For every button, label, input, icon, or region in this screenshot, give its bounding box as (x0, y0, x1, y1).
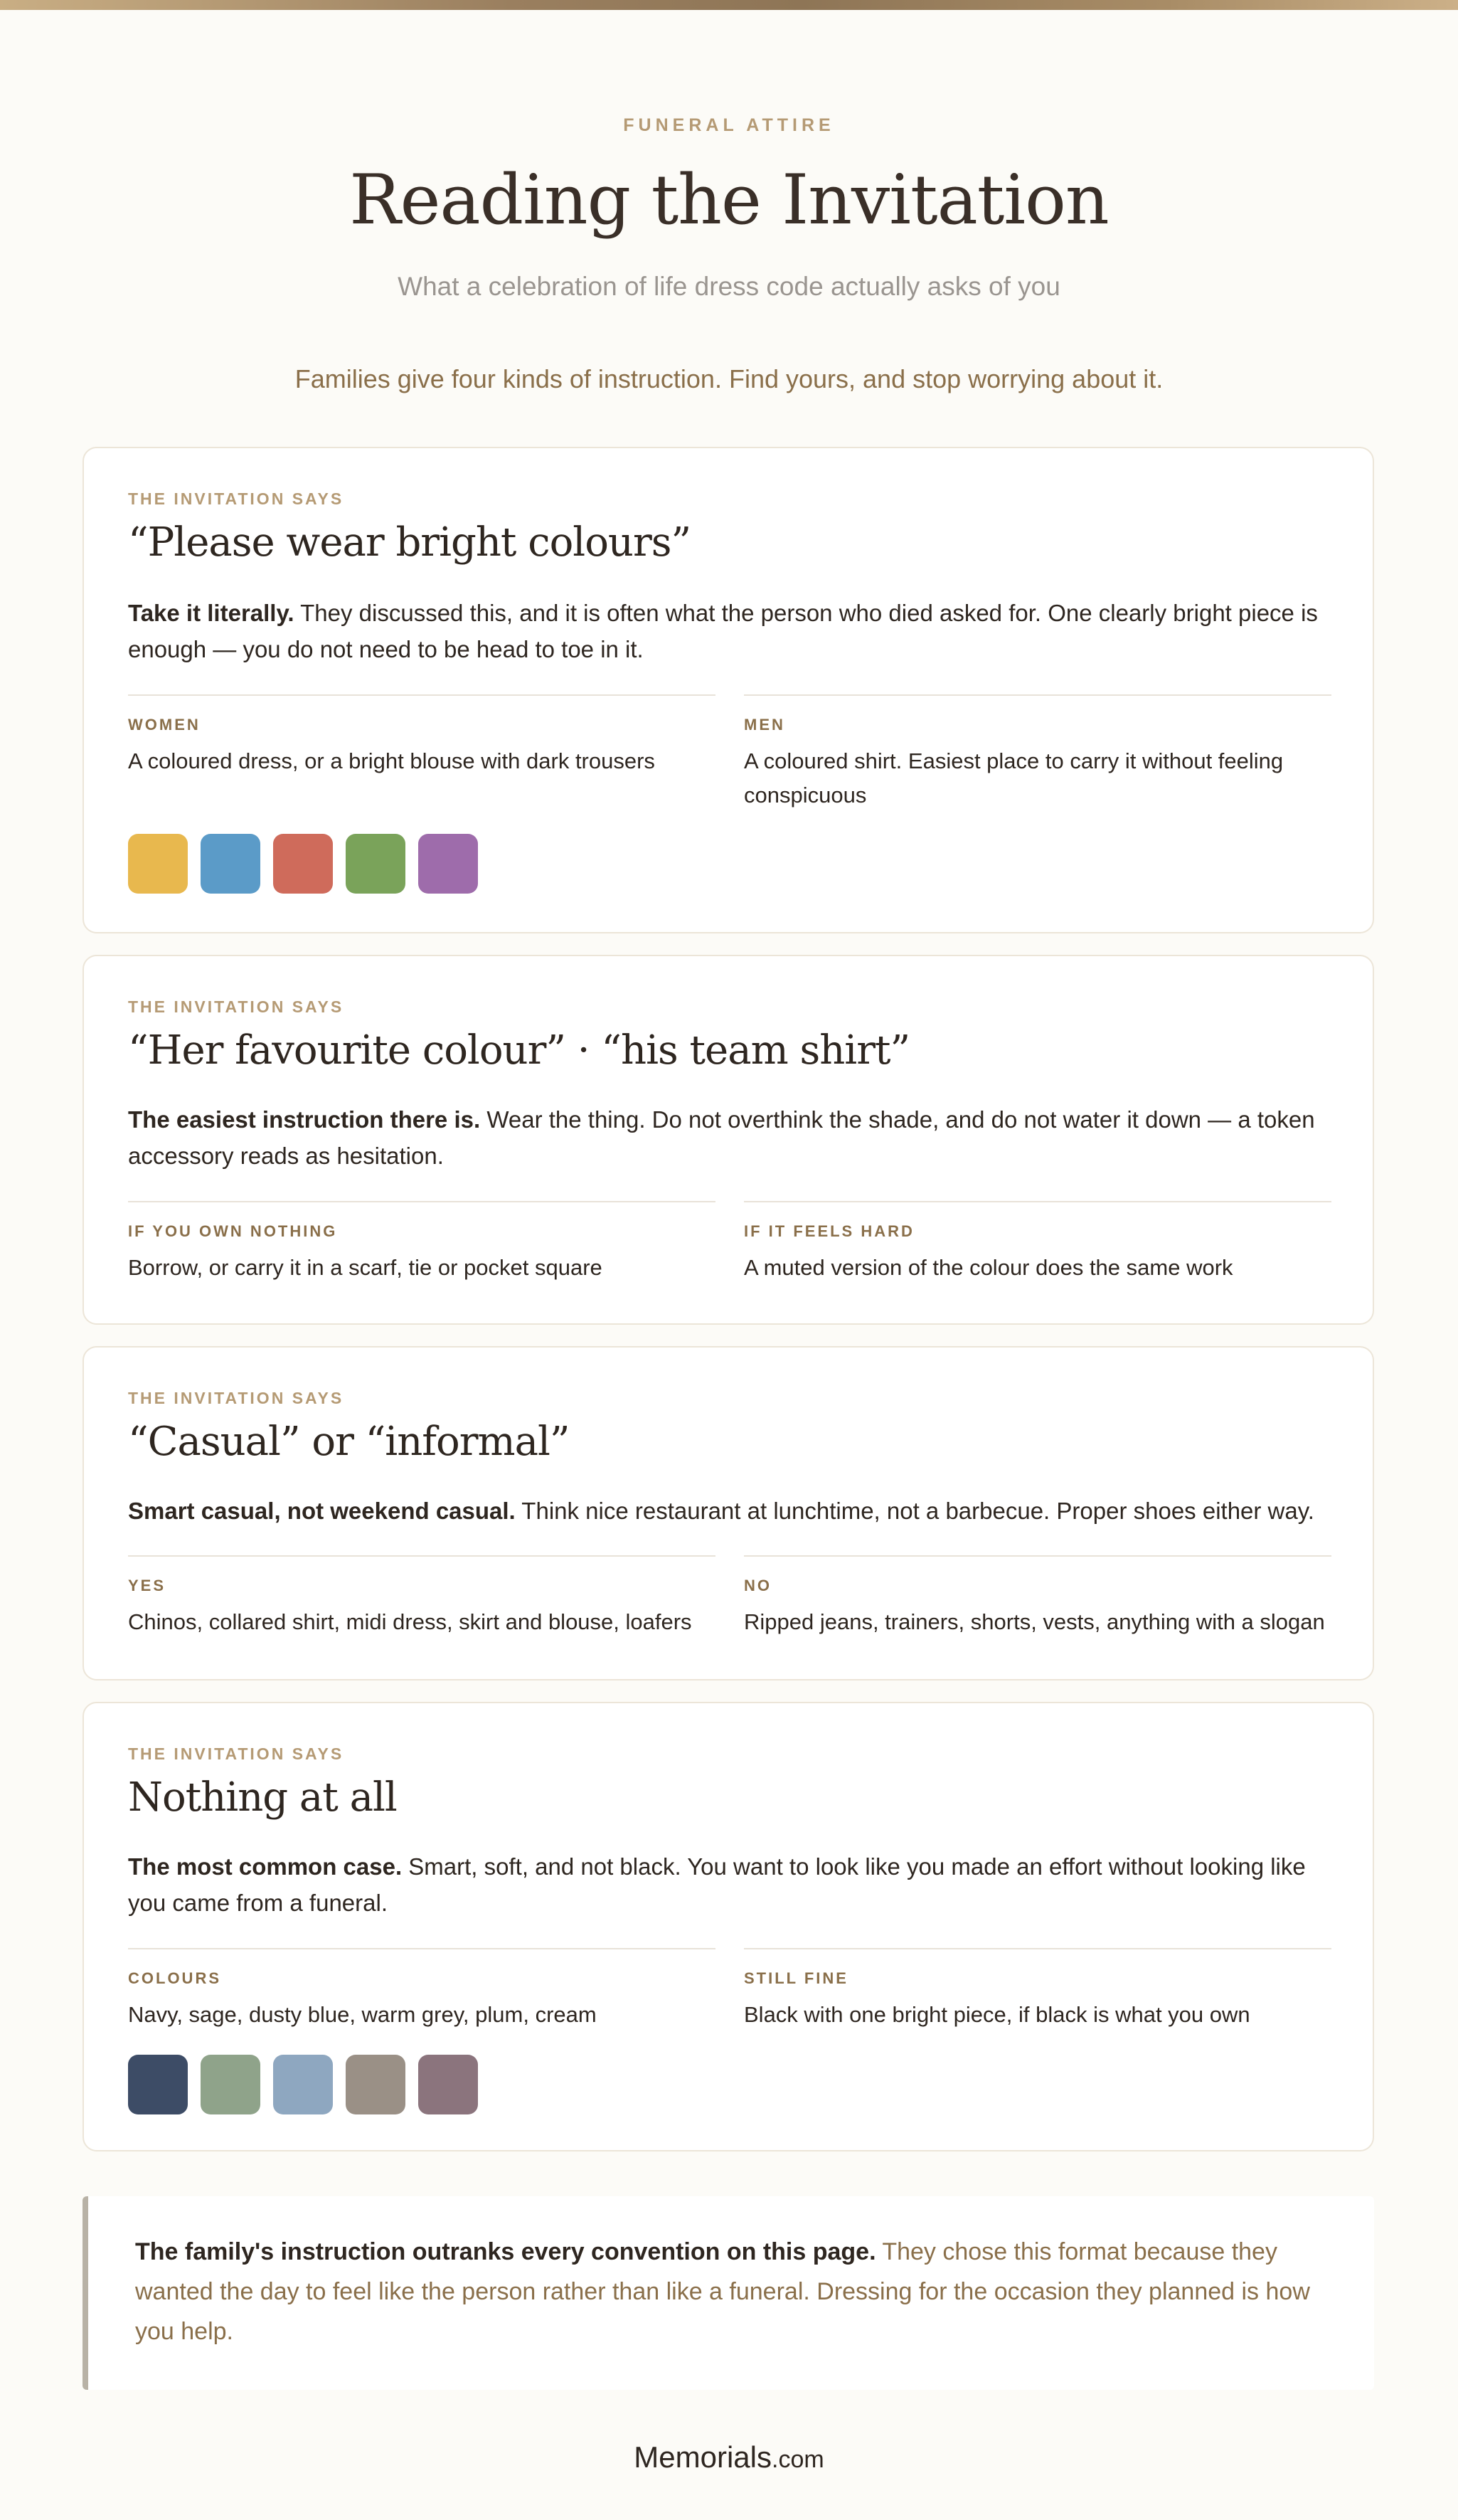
col-label: MEN (744, 716, 785, 734)
card-nothing-at-all (83, 1702, 1374, 2151)
card-body-text: They discussed this, and it is often what the person who died asked for. One clearly bright piece is enough — you do not need to be head to toe in it. (128, 600, 1318, 662)
card-favourite-colour (83, 955, 1374, 1325)
card-lead: Take it literally. (128, 600, 294, 626)
swatch-yellow (128, 834, 188, 894)
col-left (128, 694, 715, 778)
col-label: STILL FINE (744, 1969, 848, 1987)
col-text: Ripped jeans, trainers, shorts, vests, anything with a slogan (744, 1609, 1325, 1634)
col-text: Black with one bright piece, if black is what you own (744, 2002, 1250, 2027)
swatch-green (346, 834, 405, 894)
swatch-purple (418, 834, 478, 894)
top-accent-bar (0, 0, 1458, 10)
card-title: “Please wear bright colours” (128, 519, 691, 566)
swatch-dusty-blue (273, 2055, 333, 2114)
col-text: A coloured shirt. Easiest place to carry it without feeling conspicuous (744, 748, 1284, 808)
logo-suffix: .com (772, 2446, 824, 2473)
page-subtitle: What a celebration of life dress code actually asks of you (398, 272, 1060, 301)
card-lead: The most common case. (128, 1853, 403, 1880)
swatch-navy (128, 2055, 188, 2114)
family-instruction-callout (83, 2196, 1374, 2390)
card-body-text: Smart, soft, and not black. You want to look like you made an effort without looking like you came from a funeral. (128, 1853, 1306, 1916)
col-label: WOMEN (128, 716, 201, 734)
swatch-red (273, 834, 333, 894)
colour-swatches (128, 834, 478, 894)
col-text: Borrow, or carry it in a scarf, tie or pocket square (128, 1255, 602, 1280)
col-text: A coloured dress, or a bright blouse with dark trousers (128, 748, 655, 773)
card-body (128, 1848, 1337, 1921)
col-right (744, 694, 1331, 812)
swatch-warm-grey (346, 2055, 405, 2114)
card-label: THE INVITATION SAYS (128, 489, 344, 508)
card-body-text: Think nice restaurant at lunchtime, not a barbecue. Proper shoes either way. (515, 1498, 1314, 1524)
colour-swatches (128, 2055, 478, 2114)
col-right (744, 1555, 1331, 1639)
card-body (128, 1493, 1337, 1529)
card-lead: Smart casual, not weekend casual. (128, 1498, 516, 1524)
card-body-text: Wear the thing. Do not overthink the shade, and do not water it down — a token accessory reads as hesitation. (128, 1106, 1315, 1169)
memorials-logo[interactable] (0, 2440, 1458, 2474)
intro-text: Families give four kinds of instruction. Find yours, and stop worrying about it. (294, 364, 1164, 393)
col-left (128, 1948, 715, 2032)
page-title: Reading the Invitation (349, 160, 1109, 240)
card-label: THE INVITATION SAYS (128, 1389, 344, 1407)
callout-text (135, 2232, 1344, 2351)
card-body (128, 1101, 1337, 1174)
card-body (128, 595, 1337, 667)
card-casual (83, 1346, 1374, 1680)
eyebrow: FUNERAL ATTIRE (623, 115, 835, 135)
col-label: IF IT FEELS HARD (744, 1222, 915, 1240)
card-title: “Her favourite colour” · “his team shirt” (128, 1027, 910, 1074)
col-label: COLOURS (128, 1969, 221, 1987)
callout-body: They chose this format because they wanted the day to feel like the person rather than like a funeral. Dressing for the occasion they planned is how you help. (135, 2238, 1310, 2345)
card-bright-colours (83, 447, 1374, 933)
card-lead: The easiest instruction there is. (128, 1106, 481, 1133)
col-label: YES (128, 1577, 166, 1594)
card-title: “Casual” or “informal” (128, 1419, 570, 1465)
callout-lead: The family's instruction outranks every convention on this page. (135, 2238, 876, 2265)
col-right (744, 1948, 1331, 2032)
col-label: IF YOU OWN NOTHING (128, 1222, 338, 1240)
col-left (128, 1555, 715, 1639)
col-right (744, 1201, 1331, 1285)
card-label: THE INVITATION SAYS (128, 997, 344, 1016)
swatch-sage (201, 2055, 260, 2114)
col-label: NO (744, 1577, 772, 1594)
card-label: THE INVITATION SAYS (128, 1745, 344, 1763)
swatch-blue (201, 834, 260, 894)
col-text: Chinos, collared shirt, midi dress, skirt and blouse, loafers (128, 1609, 692, 1634)
col-text: Navy, sage, dusty blue, warm grey, plum, cream (128, 2002, 597, 2027)
swatch-plum (418, 2055, 478, 2114)
col-left (128, 1201, 715, 1285)
col-text: A muted version of the colour does the same work (744, 1255, 1233, 1280)
card-title: Nothing at all (128, 1774, 397, 1821)
logo-brand: Memorials (634, 2440, 772, 2474)
